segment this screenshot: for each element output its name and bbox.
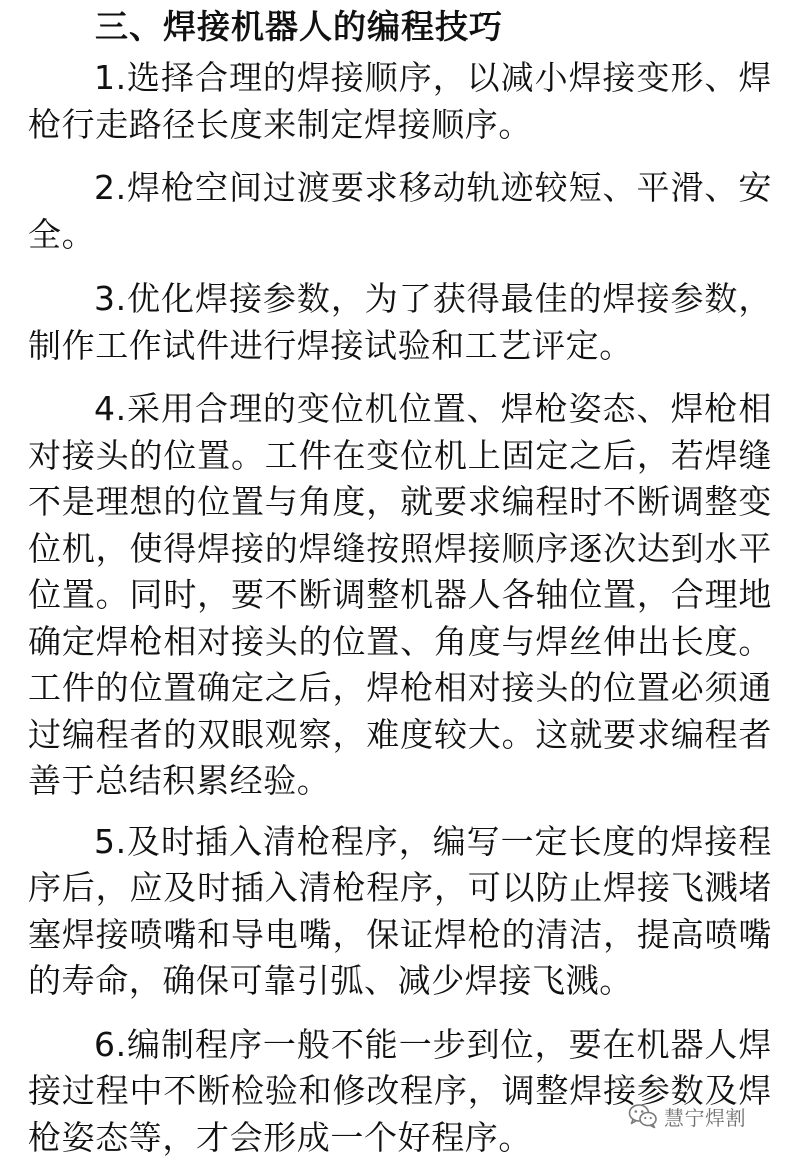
paragraph-4: 4.采用合理的变位机位置、焊枪姿态、焊枪相对接头的位置。工件在变位机上固定之后，若焊缝不是理想的位置与角度，就要求编程时不断调整变位机，使得焊接的焊缝按照焊接顺序逐次达到水平位置。同时，要不断调整机器人各轴位置，合理地确定焊枪相对接头的位置、角度与焊丝伸出长度。工件的位置确定之后，焊枪相对接头的位置必须通过编程者的双眼观察，难度较大。这就要求编程者善于总结积累经验。 (28, 386, 772, 805)
article (28, 0, 772, 1161)
watermark-text: 慧宁焊割 (664, 1102, 746, 1131)
watermark (628, 1101, 746, 1131)
wechat-icon (628, 1103, 658, 1129)
paragraph-6: 6.编制程序一般不能一步到位，要在机器人焊接过程中不断检验和修改程序，调整焊接参数及焊枪姿态等，才会形成一个好程序。 (28, 1022, 772, 1161)
paragraph-3: 3.优化焊接参数，为了获得最佳的焊接参数，制作工作试件进行焊接试验和工艺评定。 (28, 276, 772, 369)
paragraph-5: 5.及时插入清枪程序，编写一定长度的焊接程序后，应及时插入清枪程序，可以防止焊接飞溅堵塞焊接喷嘴和导电嘴，保证焊枪的清洁，提高喷嘴的寿命，确保可靠引弧、减少焊接飞溅。 (28, 819, 772, 1005)
section-title: 三、焊接机器人的编程技巧 (28, 0, 772, 54)
paragraph-2: 2.焊枪空间过渡要求移动轨迹较短、平滑、安全。 (28, 165, 772, 258)
paragraph-1: 1.选择合理的焊接顺序，以减小焊接变形、焊枪行走路径长度来制定焊接顺序。 (28, 55, 772, 148)
